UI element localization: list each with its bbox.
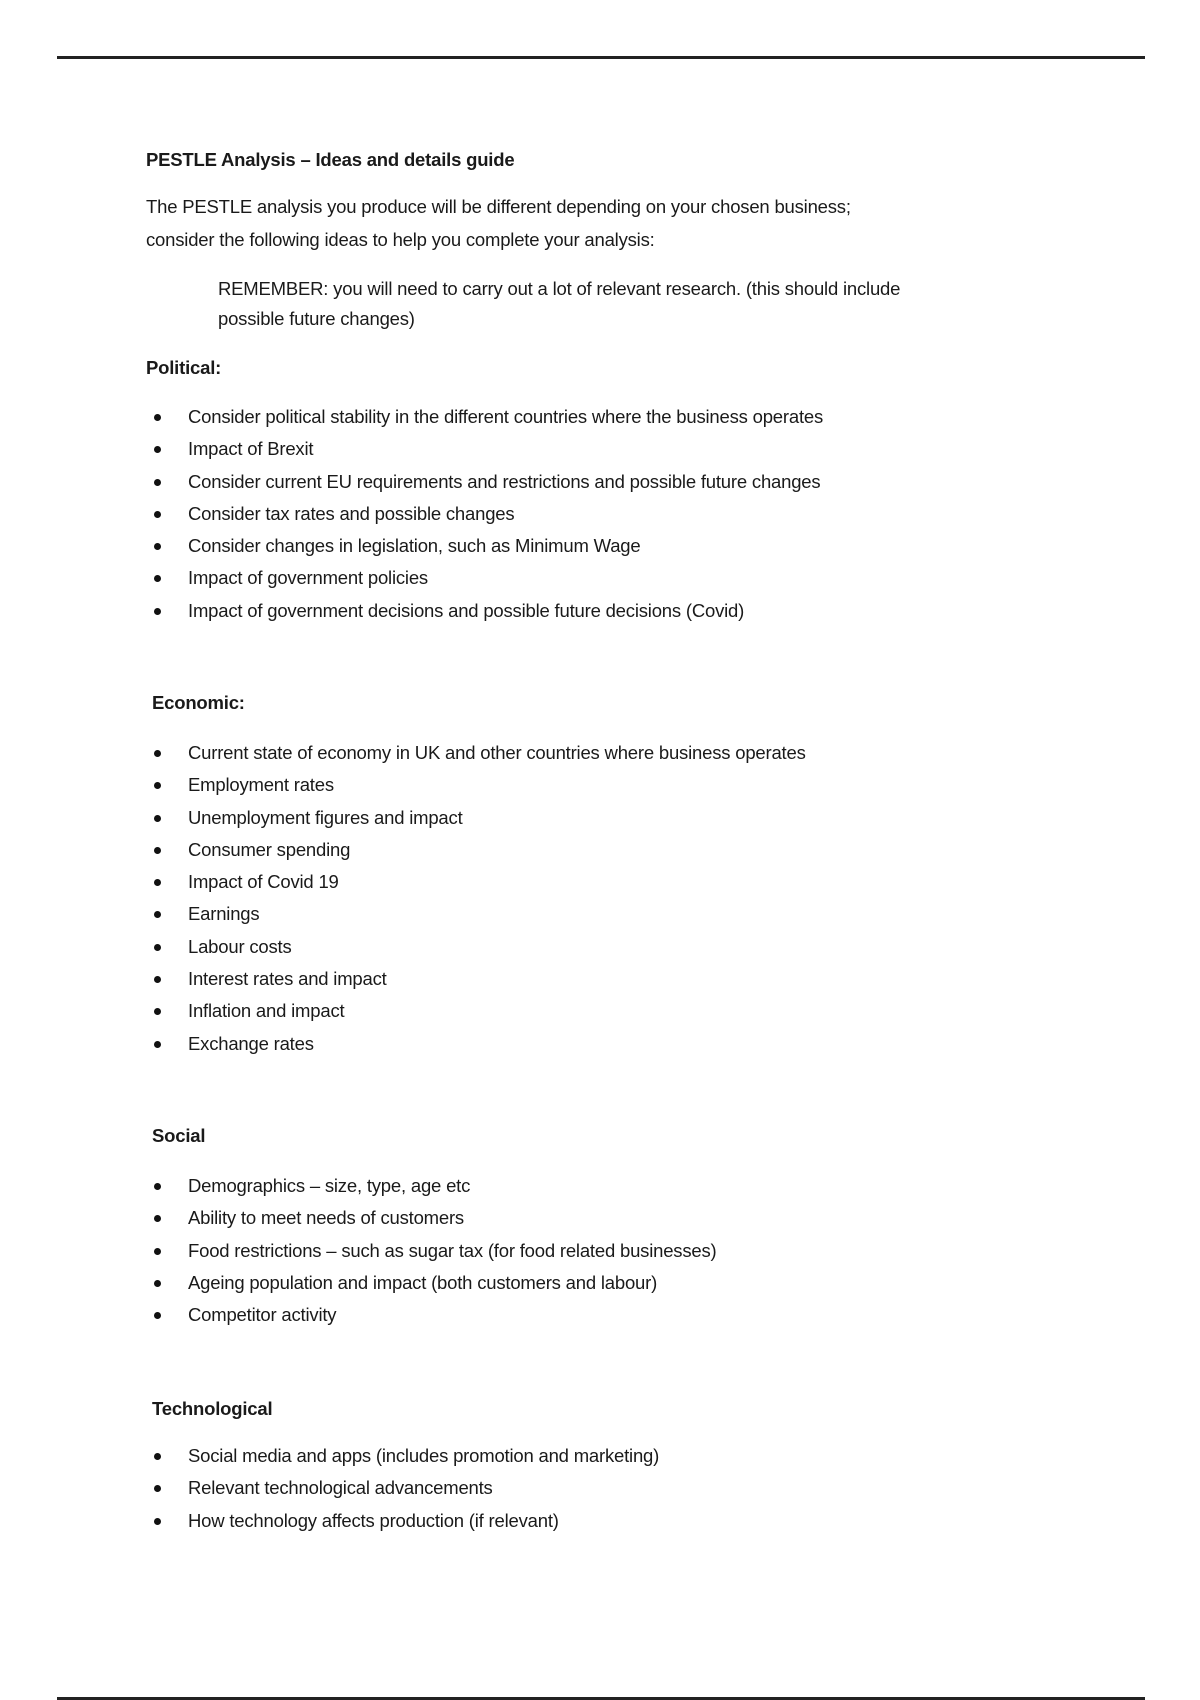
bullet-icon xyxy=(154,511,161,518)
section-heading-technological: Technological xyxy=(152,1398,273,1419)
item-text: Impact of government policies xyxy=(188,567,428,589)
list-item xyxy=(150,498,823,530)
item-text: Consider tax rates and possible changes xyxy=(188,502,515,524)
bullet-icon xyxy=(154,1280,161,1287)
item-text: Consumer spending xyxy=(188,838,351,860)
item-text: Consider changes in legislation, such as Minimum Wage xyxy=(188,535,641,557)
item-text: How technology affects production (if relevant) xyxy=(188,1509,559,1531)
list-item xyxy=(150,1028,806,1060)
list-item xyxy=(150,530,823,562)
remember-line-2: possible future changes) xyxy=(218,308,415,329)
section-heading-political: Political: xyxy=(146,357,222,378)
bullet-icon xyxy=(154,976,161,983)
list-item xyxy=(150,995,806,1027)
bullet-icon xyxy=(154,815,161,822)
item-text: Earnings xyxy=(188,903,260,925)
item-text: Exchange rates xyxy=(188,1032,314,1054)
bullet-icon xyxy=(154,1041,161,1048)
item-text: Ageing population and impact (both customers and labour) xyxy=(188,1271,658,1293)
item-text: Labour costs xyxy=(188,935,292,957)
list-item xyxy=(150,834,806,866)
item-text: Food restrictions – such as sugar tax (for food related businesses) xyxy=(188,1239,717,1261)
political-list xyxy=(150,401,823,627)
header-rule xyxy=(57,56,1145,59)
list-item xyxy=(150,898,806,930)
list-item xyxy=(150,1472,659,1504)
item-text: Competitor activity xyxy=(188,1304,337,1326)
list-item xyxy=(150,1202,717,1234)
list-item xyxy=(150,1235,717,1267)
list-item xyxy=(150,931,806,963)
bullet-icon xyxy=(154,1215,161,1222)
item-text: Consider current EU requirements and restrictions and possible future changes xyxy=(188,470,821,492)
list-item xyxy=(150,1440,659,1472)
bullet-icon xyxy=(154,750,161,757)
bullet-icon xyxy=(154,1453,161,1460)
bullet-icon xyxy=(154,1518,161,1525)
remember-line-1: REMEMBER: you will need to carry out a lot of relevant research. (this should include xyxy=(218,278,901,299)
section-heading-economic: Economic: xyxy=(152,692,245,713)
page-title: PESTLE Analysis – Ideas and details guide xyxy=(146,149,515,170)
bullet-icon xyxy=(154,575,161,582)
bullet-icon xyxy=(154,543,161,550)
bullet-icon xyxy=(154,1008,161,1015)
list-item xyxy=(150,1505,659,1537)
list-item xyxy=(150,769,806,801)
bullet-icon xyxy=(154,879,161,886)
list-item xyxy=(150,1267,717,1299)
bullet-icon xyxy=(154,847,161,854)
bullet-icon xyxy=(154,1183,161,1190)
item-text: Impact of Brexit xyxy=(188,438,314,460)
item-text: Interest rates and impact xyxy=(188,968,387,990)
list-item xyxy=(150,802,806,834)
bullet-icon xyxy=(154,1312,161,1319)
list-item xyxy=(150,562,823,594)
bullet-icon xyxy=(154,911,161,918)
item-text: Impact of government decisions and possible future decisions (Covid) xyxy=(188,599,745,621)
list-item xyxy=(150,737,806,769)
bullet-icon xyxy=(154,944,161,951)
bullet-icon xyxy=(154,479,161,486)
bullet-icon xyxy=(154,608,161,615)
item-text: Relevant technological advancements xyxy=(188,1477,493,1499)
intro-line-1: The PESTLE analysis you produce will be different depending on your chosen business; xyxy=(146,196,851,217)
bullet-icon xyxy=(154,414,161,421)
item-text: Unemployment figures and impact xyxy=(188,806,463,828)
list-item xyxy=(150,595,823,627)
section-heading-social: Social xyxy=(152,1125,206,1146)
item-text: Employment rates xyxy=(188,774,334,796)
list-item xyxy=(150,401,823,433)
bullet-icon xyxy=(154,782,161,789)
item-text: Ability to meet needs of customers xyxy=(188,1207,464,1229)
item-text: Current state of economy in UK and other countries where business operates xyxy=(188,742,806,763)
list-item xyxy=(150,1299,717,1331)
technological-list xyxy=(150,1440,659,1537)
list-item xyxy=(150,866,806,898)
item-text: Demographics – size, type, age etc xyxy=(188,1175,471,1196)
item-text: Inflation and impact xyxy=(188,1000,345,1022)
intro-line-2: consider the following ideas to help you complete your analysis: xyxy=(146,229,655,250)
bullet-icon xyxy=(154,1485,161,1492)
item-text: Social media and apps (includes promotion and marketing) xyxy=(188,1445,660,1466)
bullet-icon xyxy=(154,446,161,453)
bullet-icon xyxy=(154,1248,161,1255)
economic-list xyxy=(150,737,806,1060)
social-list xyxy=(150,1170,717,1331)
list-item xyxy=(150,433,823,465)
list-item xyxy=(150,466,823,498)
list-item xyxy=(150,963,806,995)
item-text: Impact of Covid 19 xyxy=(188,871,339,893)
list-item xyxy=(150,1170,717,1202)
item-text: Consider political stability in the different countries where the business operates xyxy=(188,406,824,427)
